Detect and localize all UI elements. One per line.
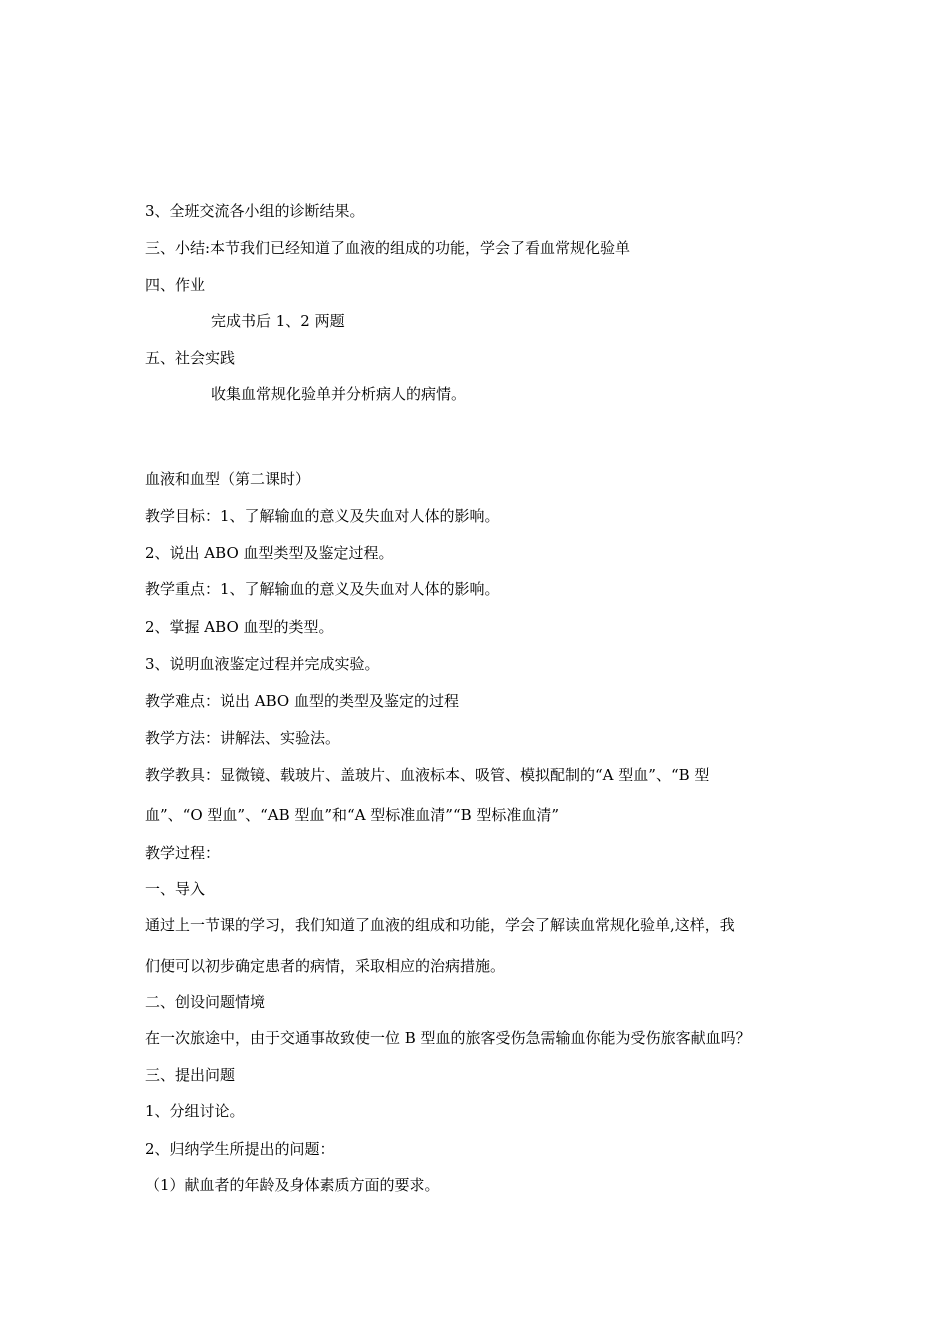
text-line-13: 教学难点：说出 ABO 血型的类型及鉴定的过程 [145,692,459,710]
text-line-8: 教学目标：1、了解输血的意义及失血对人体的影响。 [145,507,500,525]
text-line-2: 三、小结:本节我们已经知道了血液的组成的功能，学会了看血常规化验单 [145,239,631,257]
text-line-10: 教学重点：1、了解输血的意义及失血对人体的影响。 [145,580,500,598]
text-line-9: 2、说出 ABO 血型类型及鉴定过程。 [145,544,394,562]
text-line-4: 完成书后 1、2 两题 [211,312,345,330]
text-line-11: 2、掌握 ABO 血型的类型。 [145,618,334,636]
text-line-3: 四、作业 [145,276,206,294]
text-line-6: 收集血常规化验单并分析病人的病情。 [211,385,467,403]
text-line-21: 二、创设问题情境 [145,993,266,1011]
text-line-14: 教学方法：讲解法、实验法。 [145,729,341,747]
text-line-20: 们便可以初步确定患者的病情，采取相应的治病措施。 [145,957,506,975]
text-line-1: 3、全班交流各小组的诊断结果。 [145,202,365,220]
text-line-17: 教学过程： [145,844,221,862]
text-line-16: 血”、“O 型血”、“AB 型血”和“A 型标准血清”“B 型标准血清” [145,806,560,824]
text-line-24: 1、分组讨论。 [145,1102,245,1120]
text-line-23: 三、提出问题 [145,1066,236,1084]
text-line-15: 教学教具：显微镜、载玻片、盖玻片、血液标本、吸管、模拟配制的“A 型血”、“B 型 [145,766,710,784]
text-line-26: （1）献血者的年龄及身体素质方面的要求。 [145,1176,440,1194]
text-line-19: 通过上一节课的学习，我们知道了血液的组成和功能，学会了解读血常规化验单,这样，我 [145,916,735,934]
text-line-22: 在一次旅途中，由于交通事故致使一位 B 型血的旅客受伤急需输血你能为受伤旅客献血吗？ [145,1029,751,1047]
text-line-12: 3、说明血液鉴定过程并完成实验。 [145,655,380,673]
text-line-25: 2、归纳学生所提出的问题： [145,1140,335,1158]
text-line-18: 一、导入 [145,880,206,898]
section-title: 血液和血型（第二课时） [145,470,311,488]
text-line-5: 五、社会实践 [145,349,236,367]
